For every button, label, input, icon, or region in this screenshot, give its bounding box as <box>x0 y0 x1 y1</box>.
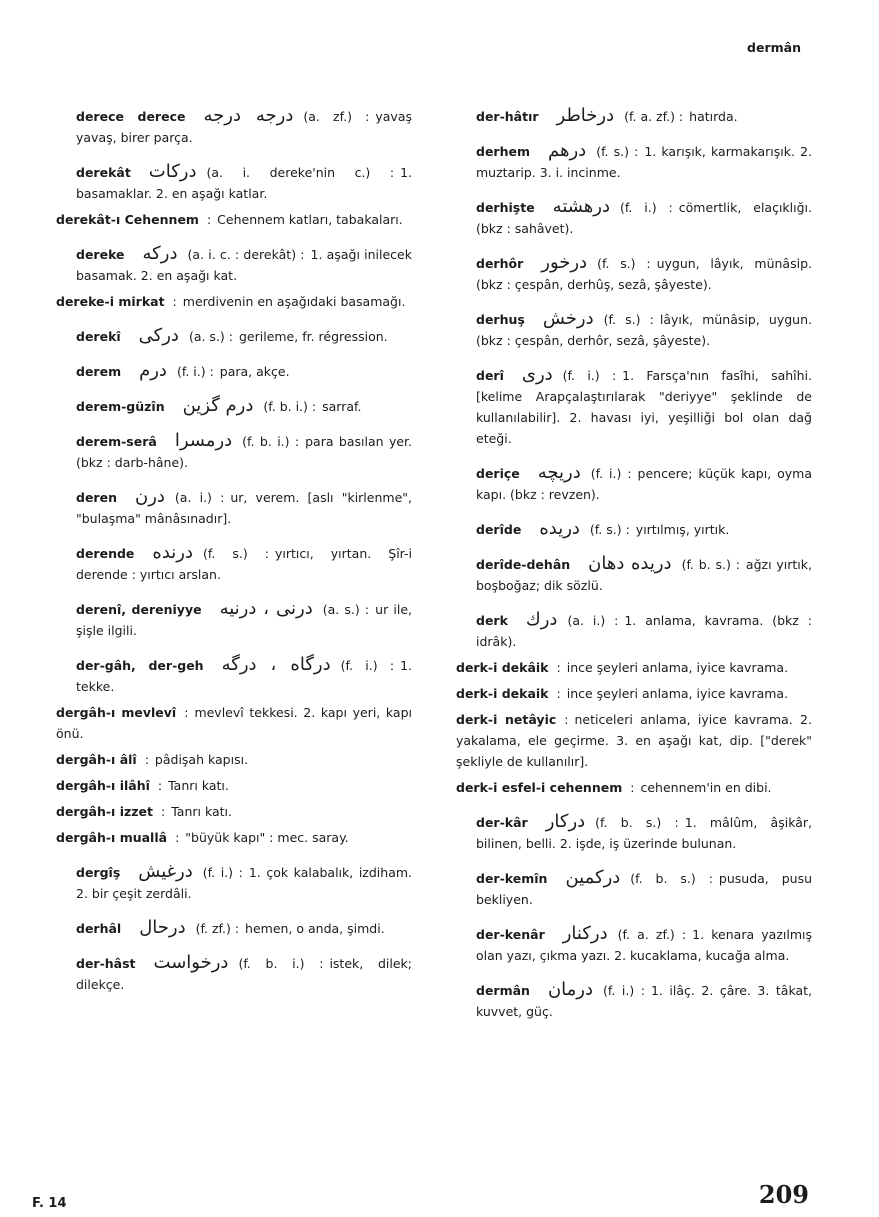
entry-headword: dereke <box>76 247 125 262</box>
entry-arabic-script: درخور <box>541 252 588 273</box>
entry-grammar: : <box>144 752 149 767</box>
entry-arabic-script: درکه <box>142 243 178 264</box>
entry-headword: derîde <box>476 522 522 537</box>
entry-text <box>40 161 412 204</box>
entry-headword: derk-i dekaik <box>456 686 549 701</box>
dictionary-entry <box>440 252 812 295</box>
entry-grammar: (f. i.) : <box>590 466 632 481</box>
entry-arabic-script: درکار <box>545 811 586 832</box>
entry-text <box>40 430 412 473</box>
entry-definition: 1. Farsça'nın fasîhi, sahîhi. [kelime Arapçalaştırılarak "deriyye" şeklinde de kullanılabilir]. 2. havası iyi, yeşilliği bol olan dağ eteği. <box>476 368 813 446</box>
dictionary-entry <box>440 196 812 239</box>
dictionary-entry <box>40 952 412 995</box>
entry-definition: yavaş yavaş, birer parça. <box>76 109 412 145</box>
entry-arabic-script: درمان <box>547 979 594 1000</box>
entry-text <box>40 801 412 822</box>
entry-text <box>40 105 412 148</box>
entry-headword: deren <box>76 490 117 505</box>
entry-headword: derî <box>476 368 504 383</box>
entry-definition: ince şeyleri anlama, iyice kavrama. <box>566 660 789 675</box>
entry-arabic-script: درغیش <box>138 861 193 882</box>
entry-headword: dereke-i mirkat <box>56 294 165 309</box>
entry-headword: derekât-ı Cehennem <box>56 212 199 227</box>
page-number: 209 <box>758 1180 809 1209</box>
entry-text <box>40 654 412 697</box>
signature-mark: F. 14 <box>32 1196 67 1211</box>
entry-headword: derenî, dereniyye <box>76 602 202 617</box>
entry-text <box>440 196 812 239</box>
entry-text <box>440 140 812 183</box>
entry-text <box>40 952 412 995</box>
entry-definition: cehennem'in en dibi. <box>640 780 772 795</box>
entry-definition: hatırda. <box>689 109 738 124</box>
running-head: dermân <box>747 40 801 55</box>
entry-definition: ince şeyleri anlama, iyice kavrama. <box>566 686 789 701</box>
entry-grammar: (f. i.) : <box>603 983 645 998</box>
entry-text <box>440 553 812 596</box>
dictionary-entry <box>40 654 412 697</box>
entry-arabic-script: درکنار <box>562 923 608 944</box>
entry-arabic-script: درنی ، درنیه <box>219 598 313 619</box>
entry-text <box>440 811 812 854</box>
left-column <box>40 92 412 995</box>
dictionary-entry <box>440 709 812 772</box>
entry-grammar: : <box>556 686 561 701</box>
entry-arabic-script: درهشته <box>552 196 611 217</box>
entry-definition: lâyık, münâsip, uygun. (bkz : çespân, derhôr, sezâ, şâyeste). <box>476 312 812 348</box>
entry-definition: 1. anlama, kavrama. (bkz : idrâk). <box>476 613 812 649</box>
entry-headword: derîde-dehân <box>476 557 571 572</box>
entry-headword: derk-i esfel-i cehennem <box>456 780 623 795</box>
dictionary-entry <box>440 867 812 910</box>
entry-text <box>440 709 812 772</box>
entry-headword: der-kâr <box>476 815 528 830</box>
entry-grammar: : <box>206 212 212 227</box>
entry-grammar: : <box>175 830 180 845</box>
entry-headword: derk <box>476 613 508 628</box>
entry-headword: der-gâh, der-geh <box>76 658 204 673</box>
entry-definition: ağzı yırtık, boşboğaz; dik sözlü. <box>476 557 812 593</box>
entry-arabic-script: درکات <box>148 161 197 182</box>
dictionary-entry <box>40 827 412 848</box>
entry-grammar: (a. zf.) : <box>303 109 370 124</box>
entry-headword: derem <box>76 364 122 379</box>
entry-grammar: : <box>172 294 177 309</box>
entry-headword: derhem <box>476 144 530 159</box>
dictionary-entry <box>440 777 812 798</box>
entry-definition: para basılan yer. (bkz : darb-hâne). <box>76 434 412 470</box>
entry-text <box>440 657 812 678</box>
entry-text <box>440 518 812 540</box>
entry-arabic-script: درم گزین <box>182 395 254 416</box>
entry-text <box>440 308 812 351</box>
entry-arabic-script: دریده <box>539 518 580 539</box>
entry-arabic-script: دریچه <box>537 462 581 483</box>
entry-headword: der-hâtır <box>476 109 539 124</box>
entry-grammar: (f. i.) : <box>176 364 214 379</box>
entry-definition: mevlevî tekkesi. 2. kapı yeri, kapı önü. <box>56 705 412 741</box>
entry-text <box>40 917 412 939</box>
entry-text <box>40 291 412 312</box>
entry-grammar: (a. i. dereke'nin c.) : <box>206 165 395 180</box>
entry-grammar: : <box>630 780 635 795</box>
entry-text <box>40 243 412 286</box>
entry-text <box>40 827 412 848</box>
dictionary-entry <box>40 801 412 822</box>
entry-grammar: : <box>157 778 163 793</box>
entry-headword: der-hâst <box>76 956 136 971</box>
entry-headword: derem-güzîn <box>76 399 165 414</box>
entry-text <box>40 395 412 417</box>
entry-grammar: (f. s.) : <box>597 256 651 271</box>
entry-grammar: (f. zf.) : <box>195 921 240 936</box>
entry-arabic-script: درنده <box>152 542 194 563</box>
entry-headword: derece derece <box>76 109 186 124</box>
entry-grammar: (f. a. zf.) : <box>624 109 684 124</box>
entry-headword: derende <box>76 546 135 561</box>
entry-headword: dergâh-ı muallâ <box>56 830 168 845</box>
dictionary-entry <box>40 861 412 904</box>
entry-text <box>40 325 412 347</box>
dictionary-entry <box>440 979 812 1022</box>
entry-grammar: (a. i.) : <box>174 490 225 505</box>
entry-text <box>440 364 812 449</box>
entry-text <box>440 252 812 295</box>
entry-grammar: : <box>161 804 166 819</box>
dictionary-entry <box>40 917 412 939</box>
entry-definition: Cehennem katları, tabakaları. <box>217 212 403 227</box>
entry-arabic-script: درن <box>134 486 165 507</box>
entry-text <box>40 861 412 904</box>
entry-grammar: : <box>556 660 561 675</box>
entry-grammar: (f. b. s.) : <box>681 557 740 572</box>
entry-headword: der-kenâr <box>476 927 545 942</box>
entry-text <box>440 777 812 798</box>
entry-grammar: : <box>184 705 189 720</box>
dictionary-entry <box>40 775 412 796</box>
entry-headword: derhişte <box>476 200 535 215</box>
entry-headword: derekât <box>76 165 131 180</box>
dictionary-entry <box>40 291 412 312</box>
entry-grammar: (f. s.) : <box>603 312 654 327</box>
dictionary-entry <box>40 360 412 382</box>
entry-arabic-script: درکمین <box>565 867 621 888</box>
dictionary-entry <box>40 430 412 473</box>
entry-definition: 1. ilâç. 2. çâre. 3. tâkat, kuvvet, güç. <box>476 983 812 1019</box>
entry-text <box>440 923 812 966</box>
entry-arabic-script: درخاطر <box>556 105 615 126</box>
dictionary-entry <box>440 657 812 678</box>
entry-text <box>440 867 812 910</box>
entry-headword: derk-i dekâik <box>456 660 549 675</box>
right-column <box>440 92 812 1022</box>
dictionary-entry <box>40 395 412 417</box>
entry-grammar: (a. s.) : <box>322 602 370 617</box>
entry-text <box>440 105 812 127</box>
dictionary-entry <box>40 542 412 585</box>
entry-definition: uygun, lâyık, münâsip. (bkz : çespân, derhûş, sezâ, şâyeste). <box>476 256 812 292</box>
entry-text <box>40 749 412 770</box>
entry-definition: yırtılmış, yırtık. <box>635 522 730 537</box>
entry-definition: yırtıcı, yırtan. Şîr-i derende : yırtıcı arslan. <box>76 546 412 582</box>
entry-arabic-script: درمسرا <box>174 430 233 451</box>
dictionary-entry <box>440 364 812 449</box>
dictionary-entry <box>440 811 812 854</box>
entry-grammar: (a. s.) : <box>188 329 233 344</box>
entry-headword: dergâh-ı ilâhî <box>56 778 150 793</box>
entry-definition: 1. çok kalabalık, izdiham. 2. bir çeşit zerdâli. <box>76 865 412 901</box>
entry-grammar: (f. i.) : <box>562 368 617 383</box>
entry-grammar: (f. b. i.) : <box>238 956 324 971</box>
entry-definition: pencere; küçük kapı, oyma kapı. (bkz : revzen). <box>476 466 812 502</box>
entry-headword: derk-i netâyic <box>456 712 557 727</box>
entry-text <box>40 542 412 585</box>
dictionary-entry <box>40 702 412 744</box>
dictionary-entry <box>40 243 412 286</box>
dictionary-entry <box>440 518 812 540</box>
entry-arabic-script: درجه درجه <box>203 105 294 126</box>
entry-arabic-script: درك <box>525 609 558 630</box>
dictionary-entry <box>40 598 412 641</box>
entry-definition: gerileme, fr. régression. <box>238 329 388 344</box>
entry-definition: 1. tekke. <box>76 658 413 694</box>
dictionary-entry <box>440 105 812 127</box>
entry-arabic-script: درگاه ، درگه <box>221 654 331 675</box>
entry-definition: 1. aşağı inilecek basamak. 2. en aşağı kat. <box>76 247 412 283</box>
entry-arabic-script: دریده دهان <box>588 553 672 574</box>
entry-grammar: (a. i. c. : derekât) : <box>187 247 305 262</box>
entry-headword: dermân <box>476 983 530 998</box>
entry-definition: para, akçe. <box>219 364 290 379</box>
entry-text <box>40 775 412 796</box>
entry-definition: 1. karışık, karmakarışık. 2. muztarip. 3. i. incinme. <box>476 144 812 180</box>
entry-definition: cömertlik, elaçıklığı. (bkz : sahâvet). <box>476 200 812 236</box>
dictionary-entry <box>440 140 812 183</box>
entry-headword: derem-serâ <box>76 434 157 449</box>
entry-headword: dergâh-ı izzet <box>56 804 153 819</box>
entry-definition: Tanrı katı. <box>168 778 229 793</box>
entry-definition: Tanrı katı. <box>171 804 232 819</box>
entry-definition: merdivenin en aşağıdaki basamağı. <box>182 294 406 309</box>
entry-grammar: (f. i.) : <box>620 200 673 215</box>
entry-grammar: (f. b. i.) : <box>263 399 317 414</box>
entry-headword: der-kemîn <box>476 871 548 886</box>
entry-definition: pusuda, pusu bekliyen. <box>476 871 813 907</box>
entry-definition: istek, dilek; dilekçe. <box>76 956 412 992</box>
dictionary-entry <box>440 553 812 596</box>
entry-definition: sarraf. <box>322 399 362 414</box>
dictionary-entry <box>440 683 812 704</box>
entry-arabic-script: درخواست <box>153 952 229 973</box>
dictionary-entry <box>40 209 412 230</box>
dictionary-entry <box>440 462 812 505</box>
entry-grammar: (f. s.) : <box>589 522 630 537</box>
entry-definition: neticeleri anlama, iyice kavrama. 2. yakalama, ele geçirme. 3. en aşağı kat, dip. ["derek" şekliyle de kullanılır]. <box>456 712 812 769</box>
dictionary-entry <box>40 105 412 148</box>
entry-grammar: (f. a. zf.) : <box>617 927 687 942</box>
dictionary-entry <box>440 923 812 966</box>
dictionary-entry <box>440 609 812 652</box>
entry-grammar: (f. i.) : <box>202 865 243 880</box>
entry-text <box>440 462 812 505</box>
dictionary-entry <box>440 308 812 351</box>
entry-arabic-script: درخش <box>542 308 594 329</box>
dictionary-entry <box>40 325 412 347</box>
entry-text <box>440 683 812 704</box>
entry-text <box>440 979 812 1022</box>
entry-grammar: : <box>564 712 569 727</box>
entry-headword: derhuş <box>476 312 525 327</box>
entry-text <box>440 609 812 652</box>
entry-definition: 1. kenara yazılmış olan yazı, çıkma yazı. 2. kucaklama, kucağa alma. <box>476 927 812 963</box>
entry-definition: ur, verem. [aslı "kirlenme", "bulaşma" mânâsınadır]. <box>76 490 412 526</box>
entry-headword: derhôr <box>476 256 524 271</box>
entry-text <box>40 360 412 382</box>
entry-grammar: (f. b. i.) : <box>242 434 300 449</box>
entry-definition: "büyük kapı" : mec. saray. <box>185 830 349 845</box>
entry-text <box>40 209 412 230</box>
dictionary-entry <box>40 161 412 204</box>
entry-grammar: (f. i.) : <box>340 658 395 673</box>
entry-arabic-script: درهم <box>548 140 587 161</box>
entry-headword: dergîş <box>76 865 121 880</box>
entry-grammar: (f. b. s.) : <box>630 871 713 886</box>
entry-text <box>40 702 412 744</box>
entry-grammar: (f. s.) : <box>203 546 270 561</box>
entry-definition: 1. mâlûm, âşikâr, bilinen, belli. 2. işde, iş üzerinde bulunan. <box>476 815 812 851</box>
entry-arabic-script: دری <box>521 364 553 385</box>
entry-headword: derhâl <box>76 921 122 936</box>
entry-definition: hemen, o anda, şimdi. <box>245 921 385 936</box>
entry-grammar: (a. i.) : <box>567 613 619 628</box>
entry-arabic-script: درم <box>139 360 167 381</box>
entry-headword: dergâh-ı âlî <box>56 752 137 767</box>
entry-headword: derekî <box>76 329 121 344</box>
entry-headword: dergâh-ı mevlevî <box>56 705 177 720</box>
entry-grammar: (f. s.) : <box>596 144 639 159</box>
dictionary-entry <box>40 749 412 770</box>
entry-arabic-script: درکی <box>138 325 179 346</box>
entry-definition: pâdişah kapısı. <box>154 752 249 767</box>
entry-arabic-script: درحال <box>139 917 186 938</box>
entry-text <box>40 486 412 529</box>
entry-grammar: (f. b. s.) : <box>595 815 679 830</box>
entry-definition: ur ile, şişle ilgili. <box>76 602 412 638</box>
dictionary-entry <box>40 486 412 529</box>
entry-text <box>40 598 412 641</box>
entry-headword: deriçe <box>476 466 520 481</box>
entry-definition: 1. basamaklar. 2. en aşağı katlar. <box>76 165 412 201</box>
